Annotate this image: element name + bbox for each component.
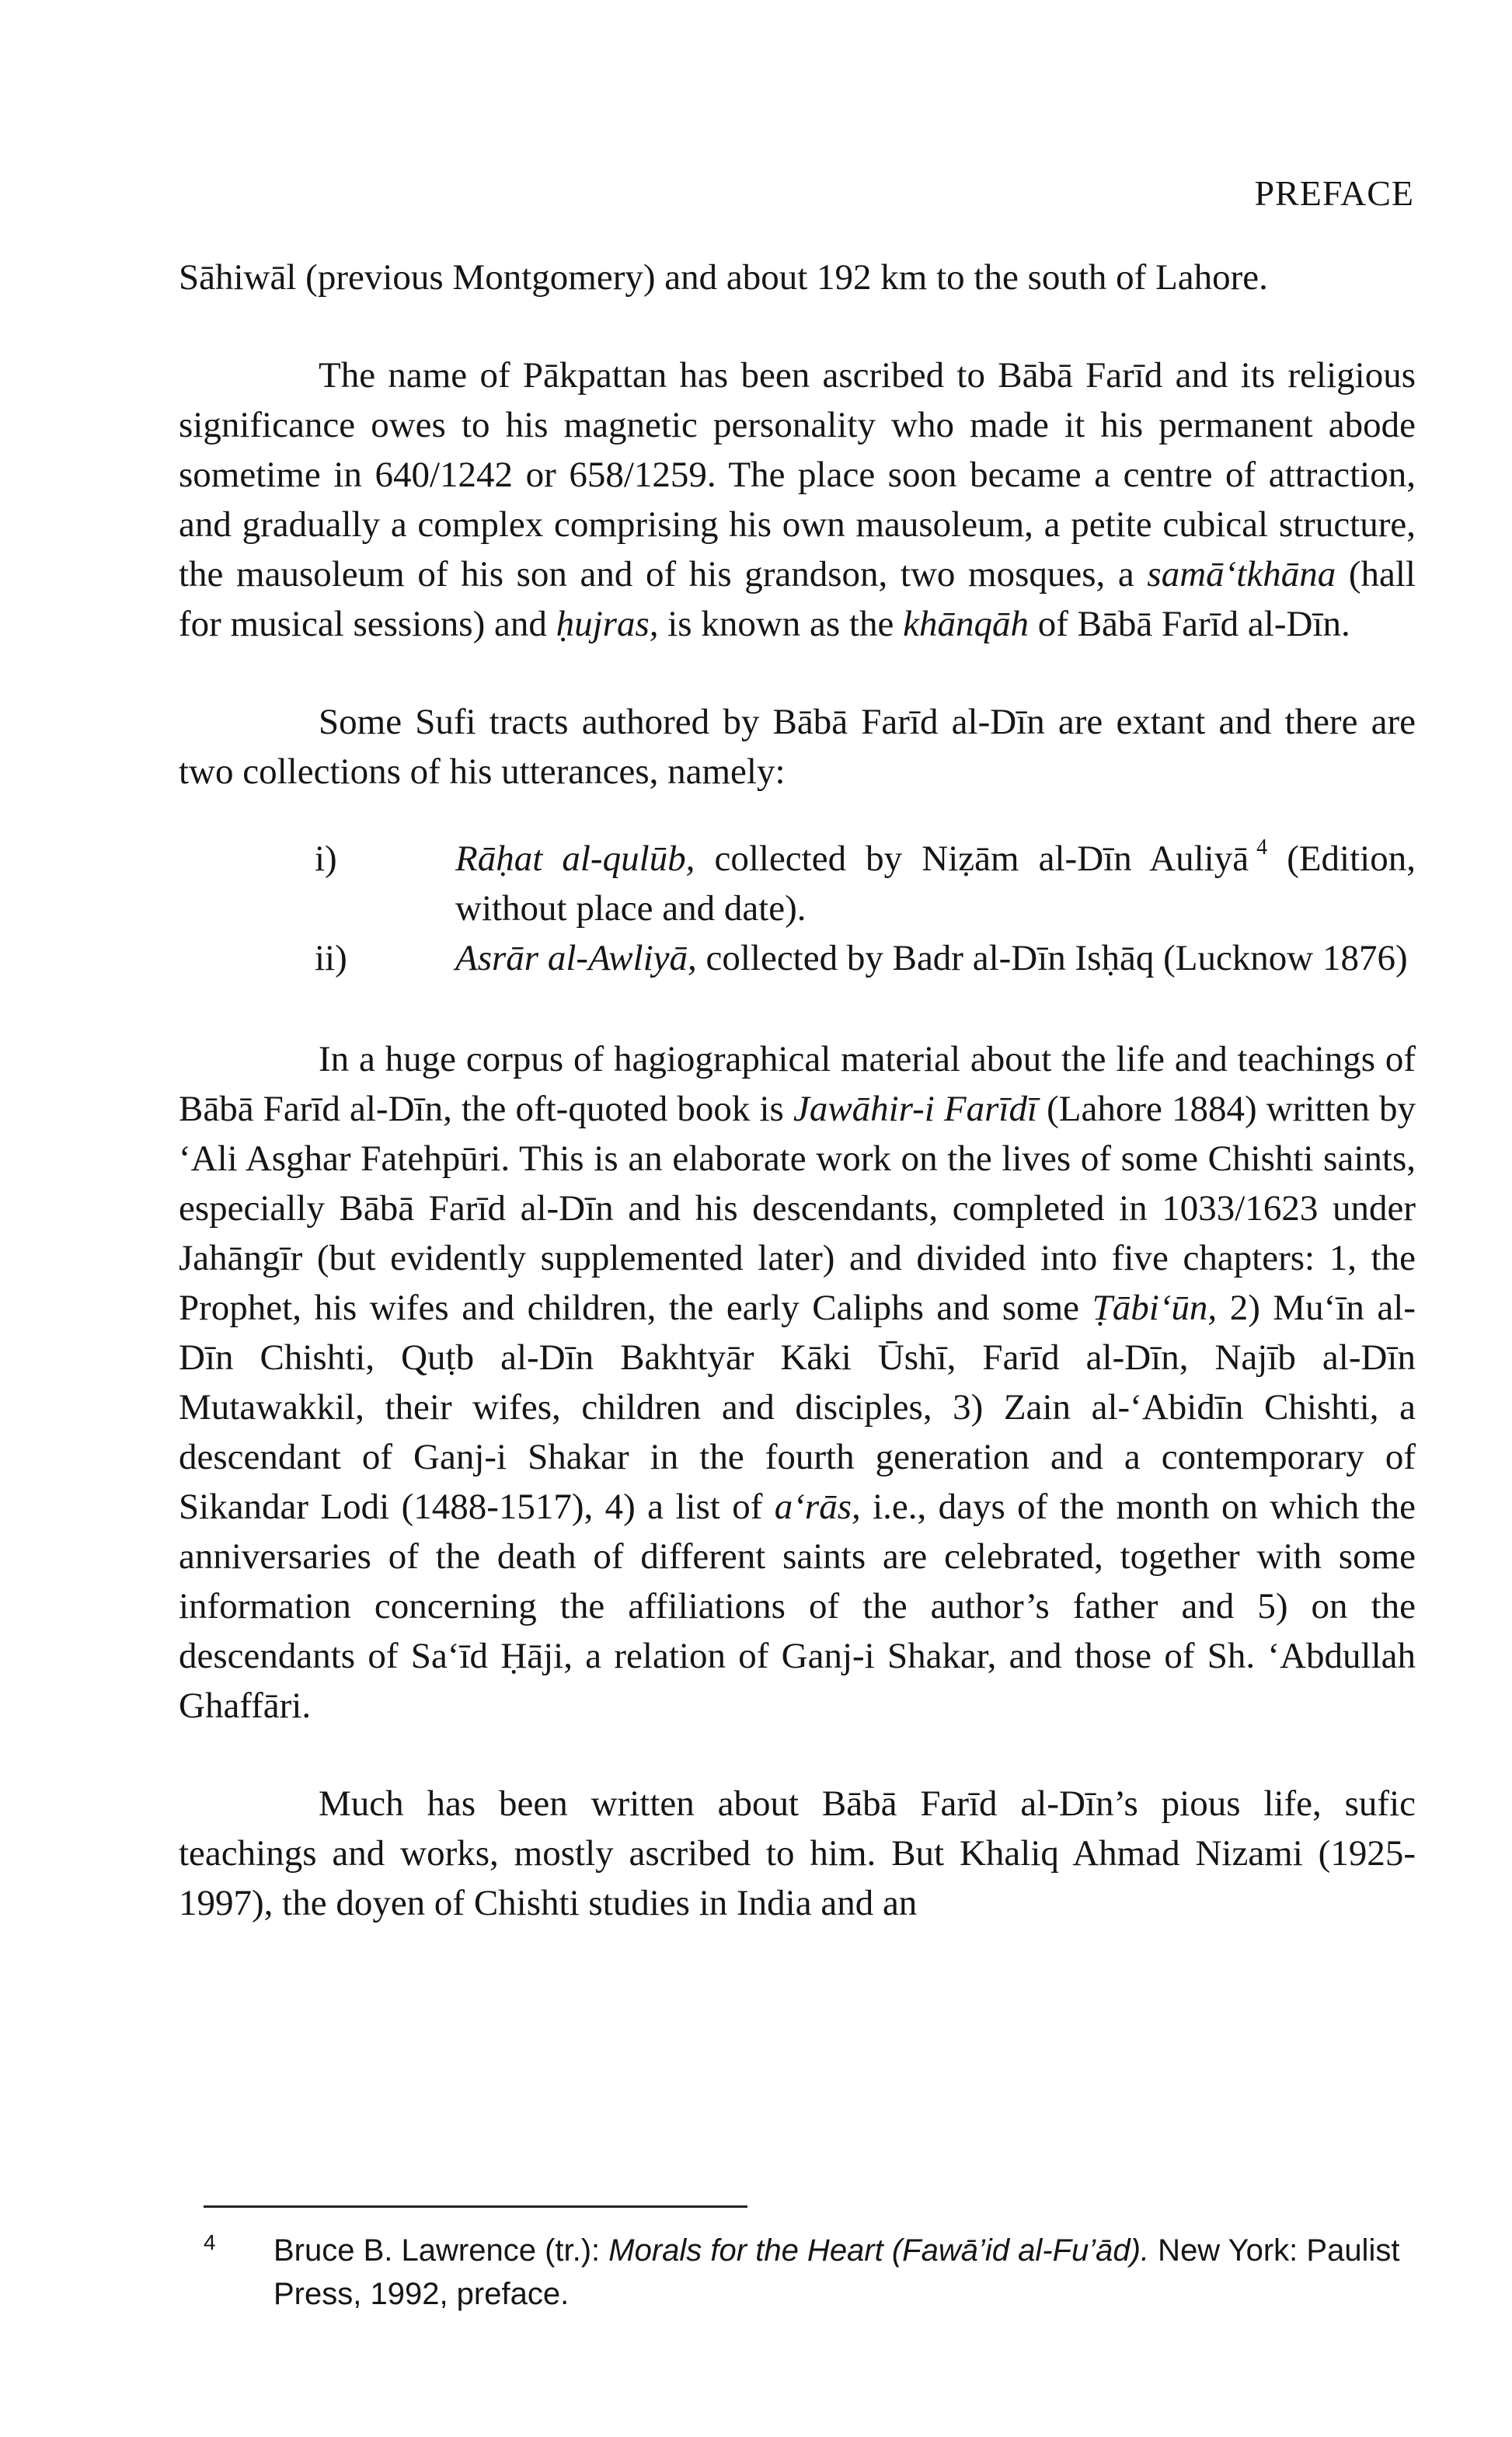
- footnote: [204, 2229, 1416, 2316]
- paragraph-4: In a huge corpus of hagiographical material about the life and teachings of Bābā Farīd al-Dīn, the oft-quoted book is Jawāhir-i Farīdī (Lahore 1884) written by ‘Ali Asghar Fatehpūri. This is an elaborate work on the lives of some Chishti saints, especially Bābā Farīd al-Dīn and his descendants, completed in 1033/1623 under Jahāngīr (but evidently supplemented later) and divided into five chapters: 1, the Prophet, his wifes and children, the early Caliphs and some Ṭābi‘ūn, 2) Mu‘īn al-Dīn Chishti, Quṭb al-Dīn Bakhtyār Kāki Ūshī, Farīd al-Dīn, Najīb al-Dīn Mutawakkil, their wifes, children and disciples, 3) Zain al-‘Abidīn Chishti, a descendant of Ganj-i Shakar in the fourth generation and a contemporary of Sikandar Lodi (1488-1517), 4) a list of a‘rās, i.e., days of the month on which the anniversaries of the death of different saints are celebrated, together with some information concerning the affiliations of the author’s father and 5) on the descendants of Sa‘īd Ḥāji, a relation of Ganj-i Shakar, and those of Sh. ‘Abdullah Ghaffāri.: [179, 1039, 1416, 1726]
- italic-term-tabiun: Ṭābi‘ūn,: [1092, 1288, 1218, 1328]
- italic-term-sama-khana: samā‘tkhāna: [1147, 554, 1336, 594]
- running-header: PREFACE: [1254, 173, 1414, 213]
- paragraph-1: Sāhiwāl (previous Montgomery) and about 192 km to the south of Lahore.: [179, 257, 1268, 298]
- list-item: ii) Asrār al-Awliyā, collected by Badr al-Dīn Isḥāq (Lucknow 1876): [179, 933, 1416, 983]
- italic-term-aras: a‘rās,: [774, 1487, 861, 1527]
- footnote-number: 4: [204, 2230, 216, 2254]
- paragraph-2: The name of Pākpattan has been ascribed to Bābā Farīd and its religious significance owes to his magnetic personality who made it his permanent abode sometime in 640/1242 or 658/1259. The place soon became a centre of attraction, and gradually a complex comprising his own mausoleum, a petite cubical structure, the mausoleum of his son and of his grandson, two mosques, a samā‘tkhāna (hall for musical sessions) and ḥujras, is known as the khānqāh of Bābā Farīd al-Dīn.: [179, 355, 1416, 644]
- list-item-title: Asrār al-Awliyā,: [455, 938, 697, 978]
- list-item-title: Rāḥat al-qulūb,: [455, 838, 695, 879]
- list-marker: i): [315, 838, 337, 879]
- italic-title-jawahir: Jawāhir-i Farīdī: [793, 1089, 1038, 1129]
- italic-term-khanqah: khānqāh: [903, 604, 1029, 644]
- body-text: [179, 253, 1416, 1928]
- footnote-divider: [204, 2205, 747, 2208]
- italic-term-hujras: ḥujras,: [556, 604, 659, 644]
- list-marker: ii): [315, 938, 347, 978]
- list-item: i) Rāḥat al-qulūb, collected by Niẓām al-Dīn Auliyā $^4$ (Edition, without place and date).: [315, 835, 1416, 929]
- footnote-text: Bruce B. Lawrence (tr.): Morals for the Heart (Fawā’id al-Fu’ād). New York: Paulist Press, 1992, preface.: [273, 2233, 1400, 2311]
- utterances-list: [179, 834, 1416, 983]
- footnote-italic-title: Morals for the Heart (Fawā’id al-Fu’ād).: [608, 2233, 1150, 2268]
- footnote-reference: 4: [1256, 835, 1268, 859]
- paragraph-5: Much has been written about Bābā Farīd al-Dīn’s pious life, sufic teachings and works, mostly ascribed to him. But Khaliq Ahmad Nizami (1925-1997), the doyen of Chishti studies in India and an: [179, 1783, 1416, 1923]
- paragraph-3: Some Sufi tracts authored by Bābā Farīd al-Dīn are extant and there are two collections of his utterances, namely:: [179, 702, 1416, 792]
